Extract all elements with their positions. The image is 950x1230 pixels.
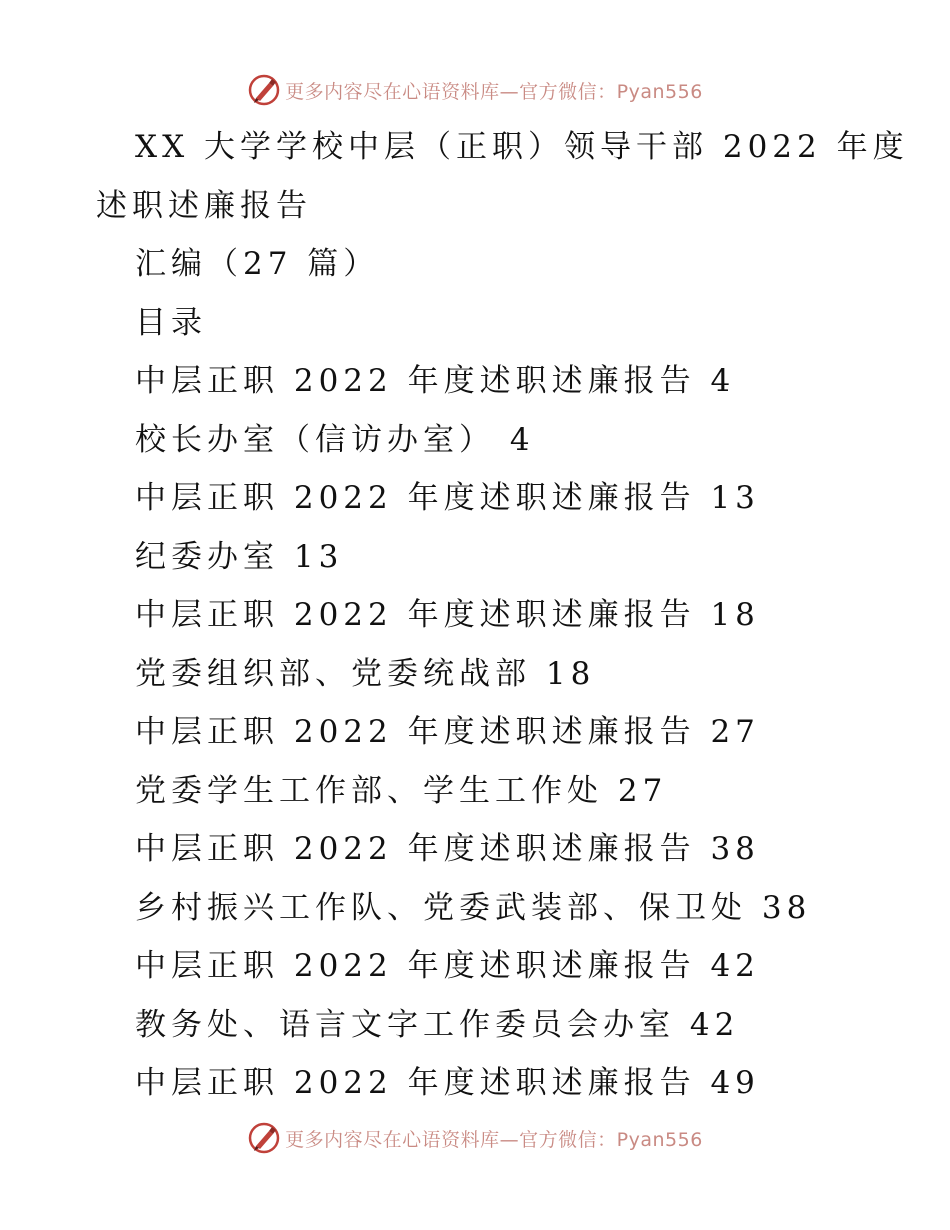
document-subtitle: 汇编（27 篇） xyxy=(135,246,380,282)
document-body xyxy=(0,118,950,1113)
toc-entry: 党委学生工作部、学生工作处 27 xyxy=(135,772,668,809)
toc-entry: 中层正职 2022 年度述职述廉报告 18 xyxy=(135,597,760,633)
document-title-continued: 述职述廉报告 xyxy=(96,187,312,224)
toc-heading: 目录 xyxy=(135,304,207,341)
toc-entry: 教务处、语言文字工作委员会办室 42 xyxy=(135,1006,740,1043)
pen-logo-icon xyxy=(247,1121,281,1155)
document-title: XX 大学学校中层（正职）领导干部 2022 年度 xyxy=(135,129,909,165)
toc-entry: 纪委办室 13 xyxy=(135,538,344,575)
toc-entry: 校长办室（信访办室） 4 xyxy=(135,421,535,458)
toc-entry: 乡村振兴工作队、党委武装部、保卫处 38 xyxy=(135,889,812,926)
toc-entry: 中层正职 2022 年度述职述廉报告 49 xyxy=(135,1065,760,1101)
toc-entry: 中层正职 2022 年度述职述廉报告 4 xyxy=(135,363,736,399)
watermark-text: 更多内容尽在心语资料库—官方微信：Pyan556 xyxy=(285,80,703,103)
toc-entry: 党委组织部、党委统战部 18 xyxy=(135,655,596,692)
pen-logo-icon xyxy=(247,73,281,107)
watermark-text: 更多内容尽在心语资料库—官方微信：Pyan556 xyxy=(285,1128,703,1151)
toc-entry: 中层正职 2022 年度述职述廉报告 13 xyxy=(135,480,760,516)
toc-entry: 中层正职 2022 年度述职述廉报告 38 xyxy=(135,831,760,867)
header-watermark xyxy=(0,70,950,110)
toc-entry: 中层正职 2022 年度述职述廉报告 42 xyxy=(135,948,760,984)
toc-entry: 中层正职 2022 年度述职述廉报告 27 xyxy=(135,714,760,750)
footer-watermark xyxy=(0,1118,950,1158)
